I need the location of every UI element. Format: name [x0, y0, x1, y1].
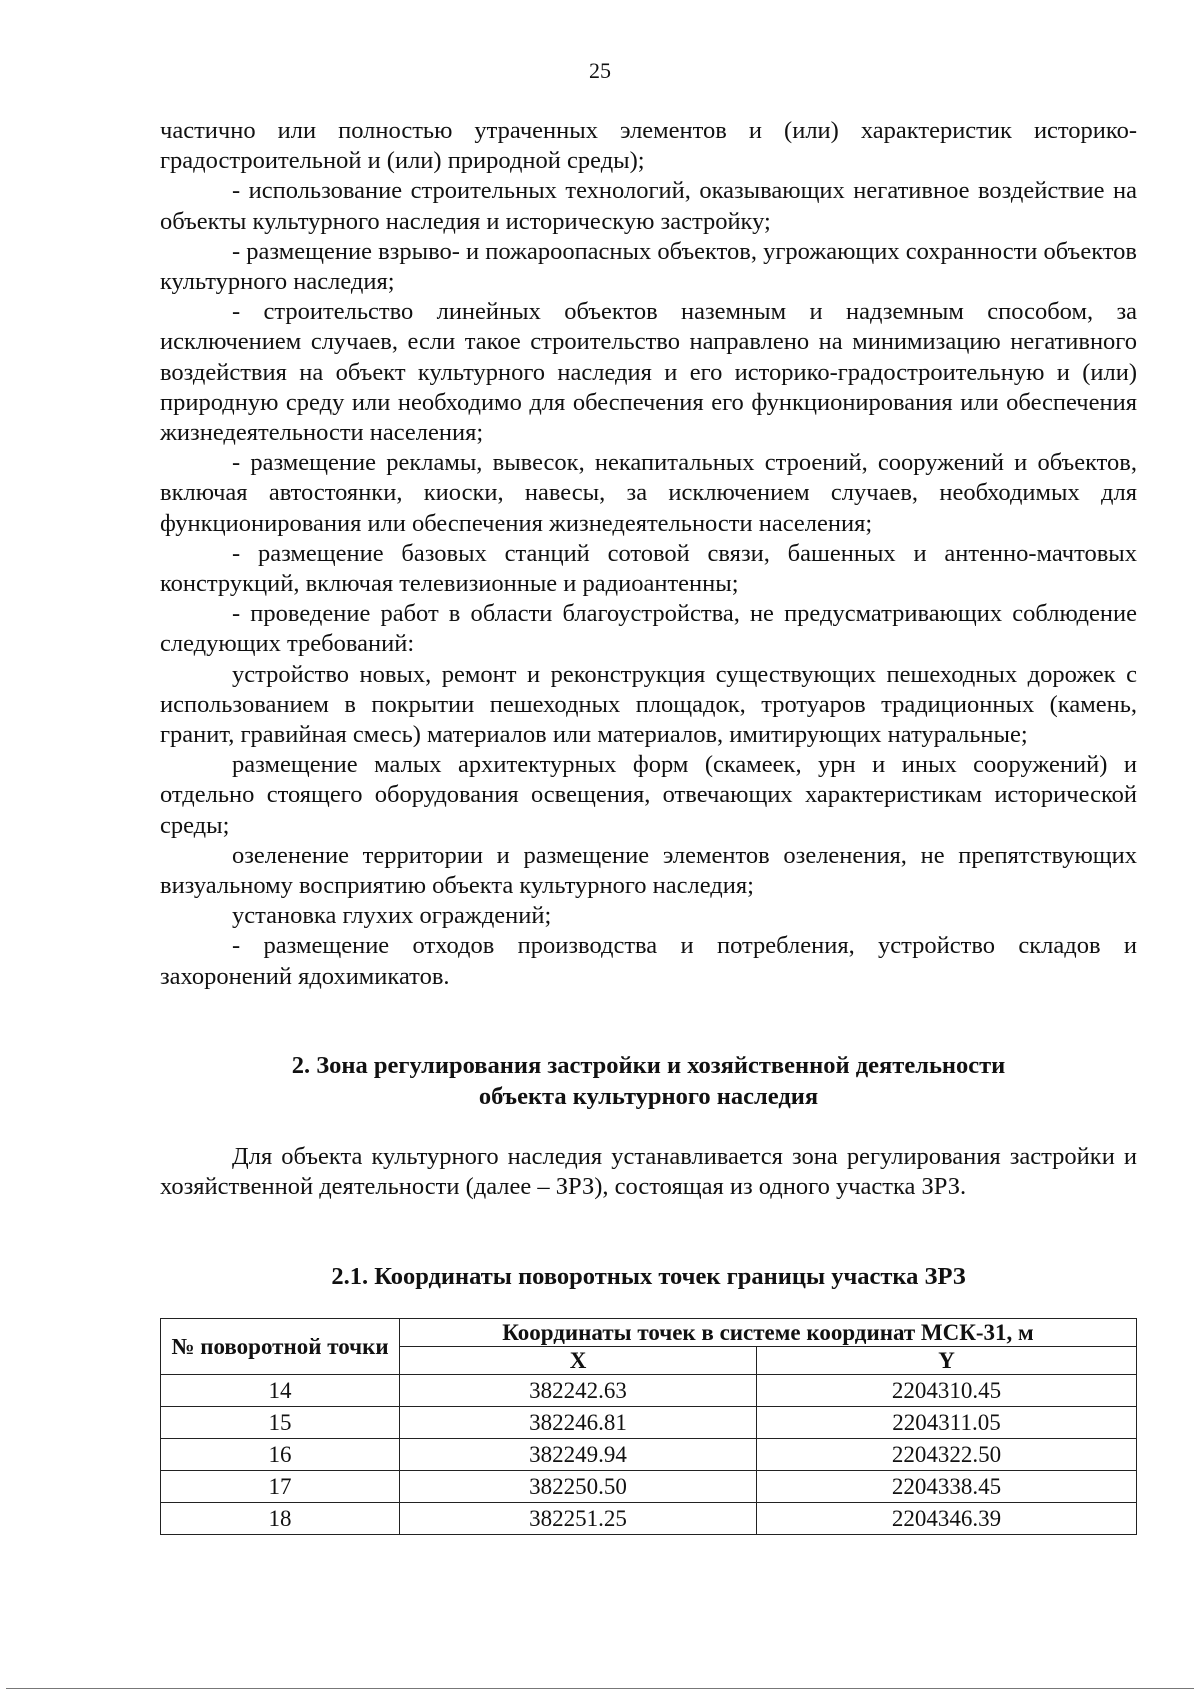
header-y: Y — [757, 1347, 1137, 1375]
point-number-cell: 14 — [161, 1375, 400, 1407]
paragraph: - использование строительных технологий, оказывающих негативное воздействие на объекты культурного наследия и историческую застройку; — [160, 177, 1137, 235]
paragraph: - строительство линейных объектов наземным и надземным способом, за исключением случаев, если такое строительство направлено на минимизацию негативного воздействия на объект культурного наследия и его историко-градостроительную и (или) природную среду или необходимо для обеспечения его функционирования или обеспечения жизнедеятельности населения; — [160, 298, 1137, 447]
point-number-cell: 16 — [161, 1439, 400, 1471]
section-heading — [160, 1050, 1137, 1112]
paragraph: - размещение рекламы, вывесок, некапитальных строений, сооружений и объектов, включая автостоянки, киоски, навесы, за исключением случаев, необходимых для функционирования или обеспечения жизнедеятельности населения; — [160, 449, 1137, 537]
paragraph: - размещение взрыво- и пожароопасных объектов, угрожающих сохранности объектов культурного наследия; — [160, 237, 1137, 296]
x-coordinate-cell: 382249.94 — [400, 1439, 757, 1471]
paragraph: установка глухих ограждений; — [232, 902, 552, 930]
header-coordinates: Координаты точек в системе координат МСК-31, м — [400, 1319, 1137, 1347]
paragraph: частично или полностью утраченных элементов и (или) характеристик историко-градостроительной и (или) природной среды); — [160, 117, 1137, 175]
table-row — [161, 1503, 1137, 1535]
x-coordinate-cell: 382251.25 — [400, 1503, 757, 1535]
y-coordinate-cell: 2204338.45 — [757, 1471, 1137, 1503]
restrictions-list — [160, 116, 1137, 992]
y-coordinate-cell: 2204311.05 — [757, 1407, 1137, 1439]
header-x: X — [400, 1347, 757, 1375]
table-row — [161, 1407, 1137, 1439]
paragraph: устройство новых, ремонт и реконструкция существующих пешеходных дорожек с использованием в покрытии пешеходных площадок, тротуаров традиционных (камень, гранит, гравийная смесь) материалов или материалов, имитирующих натуральные; — [160, 660, 1137, 749]
y-coordinate-cell: 2204322.50 — [757, 1439, 1137, 1471]
table-row — [161, 1471, 1137, 1503]
x-coordinate-cell: 382250.50 — [400, 1471, 757, 1503]
table-row — [161, 1439, 1137, 1471]
table-title: 2.1. Координаты поворотных точек границы участка ЗРЗ — [331, 1263, 966, 1290]
intro-section — [160, 1142, 1137, 1202]
section-heading-line: объекта культурного наследия — [478, 1083, 819, 1110]
point-number-cell: 18 — [161, 1503, 400, 1535]
paragraph: - размещение отходов производства и потребления, устройство складов и захоронений ядохимикатов. — [160, 932, 1137, 990]
paragraph: размещение малых архитектурных форм (скамеек, урн и иных сооружений) и отдельно стоящего оборудования освещения, отвечающих характеристикам исторической среды; — [160, 751, 1137, 839]
intro-paragraph: Для объекта культурного наследия устанавливается зона регулирования застройки и хозяйственной деятельности (далее – ЗРЗ), состоящая из одного участка ЗРЗ. — [160, 1143, 1137, 1201]
y-coordinate-cell: 2204310.45 — [757, 1375, 1137, 1407]
x-coordinate-cell: 382242.63 — [400, 1375, 757, 1407]
page-number: 25 — [589, 58, 611, 83]
coordinates-table — [160, 1318, 1137, 1535]
y-coordinate-cell: 2204346.39 — [757, 1503, 1137, 1535]
paragraph: озеленение территории и размещение элементов озеленения, не препятствующих визуальному восприятию объекта культурного наследия; — [160, 841, 1137, 900]
paragraph: - размещение базовых станций сотовой связи, башенных и антенно-мачтовых конструкций, включая телевизионные и радиоантенны; — [160, 539, 1137, 598]
x-coordinate-cell: 382246.81 — [400, 1407, 757, 1439]
bottom-divider — [6, 1688, 1194, 1689]
paragraph: - проведение работ в области благоустройства, не предусматривающих соблюдение следующих требований: — [160, 600, 1137, 658]
table-row — [161, 1375, 1137, 1407]
point-number-cell: 17 — [161, 1471, 400, 1503]
section-heading-line: 2. Зона регулирования застройки и хозяйственной деятельности — [291, 1052, 1006, 1079]
point-number-cell: 15 — [161, 1407, 400, 1439]
header-point-number: № поворотной точки — [161, 1319, 400, 1375]
